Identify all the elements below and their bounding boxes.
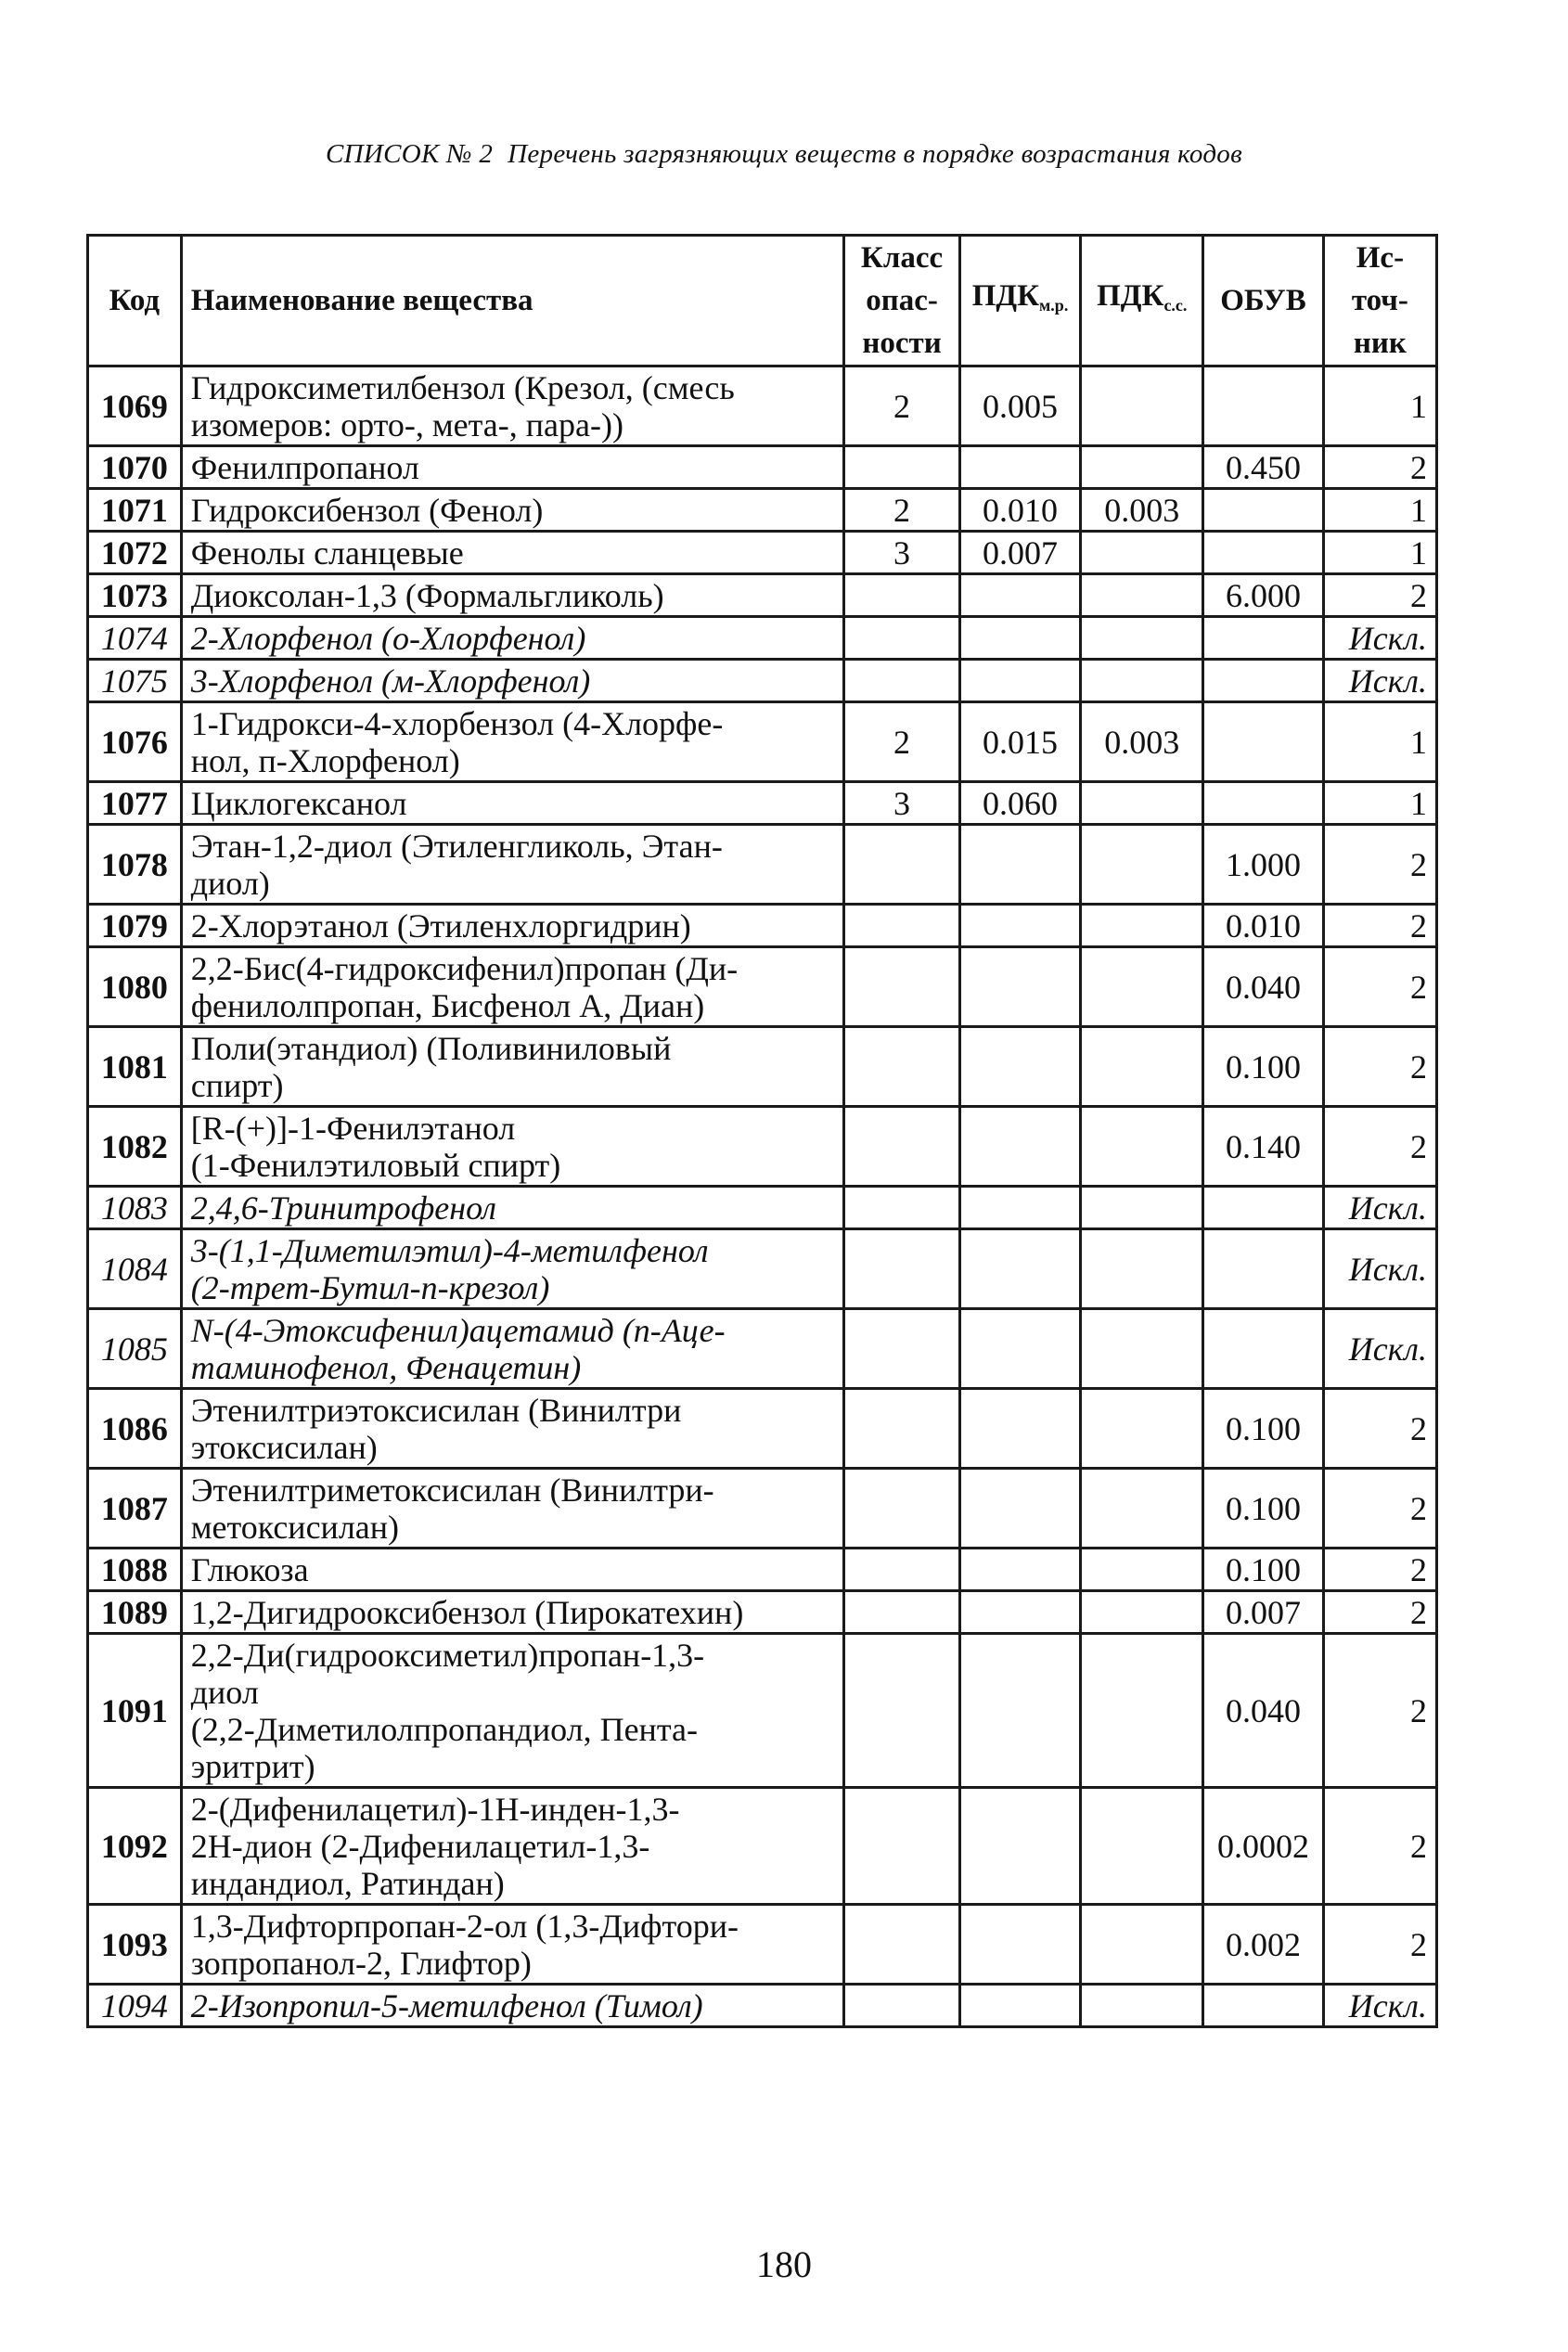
cell-code: 1094 [88,1985,182,2027]
cell-hazard-class [844,1788,959,1905]
cell-pdk-ss [1081,1469,1203,1549]
cell-source: 2 [1323,947,1436,1027]
name-line: нол, п-Хлорфенол) [190,741,460,779]
table-row [88,702,1437,782]
cell-hazard-class [844,1107,959,1187]
cell-name [181,1027,844,1107]
cell-pdk-mr: 0.060 [959,782,1081,825]
cell-name [181,660,844,702]
name-line: Глюкоза [190,1550,309,1588]
cell-pdk-ss [1081,825,1203,905]
cell-code: 1079 [88,905,182,947]
cell-code: 1088 [88,1549,182,1591]
name-line: диол [190,1673,259,1711]
column-header-pdk-mr [959,236,1081,366]
cell-name [181,1985,844,2027]
name-line: 2-Хлорфенол (о-Хлорфенол) [190,619,586,657]
cell-pdk-mr [959,825,1081,905]
cell-name [181,1229,844,1309]
table-row [88,1229,1437,1309]
cell-code: 1072 [88,532,182,574]
cell-pdk-mr [959,1591,1081,1634]
table-row [88,1634,1437,1788]
cell-hazard-class [844,1027,959,1107]
cell-code: 1074 [88,617,182,660]
cell-hazard-class: 3 [844,782,959,825]
table-row [88,905,1437,947]
cell-pdk-ss [1081,366,1203,446]
hazard-class-line-1: Класс [860,241,944,275]
cell-hazard-class [844,1309,959,1389]
cell-obuv: 0.040 [1203,1634,1324,1788]
cell-name [181,1107,844,1187]
cell-hazard-class [844,1591,959,1634]
cell-obuv [1203,617,1324,660]
cell-obuv: 0.100 [1203,1027,1324,1107]
cell-source: Искл. [1323,617,1436,660]
cell-hazard-class: 2 [844,489,959,532]
cell-source: 2 [1323,1027,1436,1107]
column-header-code: Код [88,236,182,366]
cell-pdk-ss [1081,1229,1203,1309]
name-line: фенилолпропан, Бисфенол А, Диан) [190,986,705,1024]
table-row [88,1549,1437,1591]
cell-pdk-ss [1081,947,1203,1027]
cell-code: 1089 [88,1591,182,1634]
name-line: 2,2-Бис(4-гидроксифенил)пропан (Ди- [190,949,739,987]
cell-name [181,702,844,782]
cell-obuv [1203,782,1324,825]
cell-pdk-mr [959,905,1081,947]
cell-hazard-class [844,660,959,702]
cell-name [181,489,844,532]
cell-source: 2 [1323,1634,1436,1788]
table-row [88,1187,1437,1229]
table-row [88,1389,1437,1469]
cell-code: 1071 [88,489,182,532]
cell-source: 2 [1323,1905,1436,1985]
cell-hazard-class [844,1229,959,1309]
cell-hazard-class [844,947,959,1027]
cell-source: 1 [1323,702,1436,782]
cell-pdk-ss [1081,1389,1203,1469]
cell-pdk-ss: 0.003 [1081,489,1203,532]
name-line: Поли(этандиол) (Поливиниловый [190,1029,672,1067]
table-row [88,1591,1437,1634]
name-line: таминофенол, Фенацетин) [190,1348,582,1386]
cell-hazard-class [844,446,959,489]
cell-source: Искл. [1323,1187,1436,1229]
cell-obuv: 1.000 [1203,825,1324,905]
name-line: Циклогексанол [190,784,407,822]
cell-code: 1087 [88,1469,182,1549]
cell-pdk-mr [959,1985,1081,2027]
cell-hazard-class [844,1985,959,2027]
name-line: 3-(1,1-Диметилэтил)-4-метилфенол [190,1231,709,1269]
cell-pdk-ss [1081,1107,1203,1187]
cell-pdk-ss [1081,660,1203,702]
column-header-source [1323,236,1436,366]
cell-obuv [1203,489,1324,532]
name-line: этоксисилан) [190,1428,378,1466]
cell-pdk-ss [1081,1788,1203,1905]
cell-pdk-mr [959,1389,1081,1469]
table-row [88,1905,1437,1985]
cell-code: 1080 [88,947,182,1027]
cell-source: Искл. [1323,660,1436,702]
cell-hazard-class: 2 [844,702,959,782]
cell-source: 2 [1323,1469,1436,1549]
pdk-mr-label: ПДК [971,279,1040,313]
cell-pdk-mr [959,947,1081,1027]
table-row [88,1309,1437,1389]
cell-pdk-mr [959,1027,1081,1107]
cell-obuv [1203,1985,1324,2027]
cell-pdk-ss [1081,574,1203,617]
cell-hazard-class [844,1187,959,1229]
cell-pdk-ss [1081,1591,1203,1634]
cell-obuv [1203,1187,1324,1229]
name-line: [R-(+)]-1-Фенилэтанол [190,1109,516,1147]
table-row [88,532,1437,574]
cell-obuv: 6.000 [1203,574,1324,617]
table-row [88,617,1437,660]
name-line: 1,2-Дигидрооксибензол (Пирокатехин) [190,1593,744,1631]
cell-name [181,1309,844,1389]
cell-code: 1086 [88,1389,182,1469]
cell-obuv [1203,1229,1324,1309]
cell-source: 2 [1323,1591,1436,1634]
table-row [88,446,1437,489]
cell-name [181,905,844,947]
cell-obuv [1203,532,1324,574]
source-line-3: ник [1353,327,1407,360]
cell-obuv: 0.450 [1203,446,1324,489]
cell-name [181,825,844,905]
cell-code: 1075 [88,660,182,702]
cell-hazard-class [844,1389,959,1469]
cell-hazard-class [844,905,959,947]
name-line: зопропанол-2, Глифтор) [190,1944,532,1982]
name-line: (1-Фенилэтиловый спирт) [190,1146,561,1184]
cell-pdk-mr [959,1187,1081,1229]
name-line: Диоксолан-1,3 (Формальгликоль) [190,576,664,614]
cell-name [181,1591,844,1634]
table-row [88,1985,1437,2027]
cell-source: 2 [1323,1107,1436,1187]
column-header-name: Наименование вещества [181,236,844,366]
name-line: метоксисилан) [190,1508,400,1546]
cell-name [181,1389,844,1469]
cell-code: 1092 [88,1788,182,1905]
cell-pdk-ss [1081,1634,1203,1788]
table-row [88,366,1437,446]
cell-pdk-ss [1081,1549,1203,1591]
cell-source: 1 [1323,532,1436,574]
name-line: Этенилтриэтоксисилан (Винилтри [190,1391,682,1429]
table-body [88,366,1437,2027]
cell-name [181,1469,844,1549]
column-header-obuv: ОБУВ [1203,236,1324,366]
pdk-ss-label: ПДК [1097,279,1164,313]
cell-code: 1081 [88,1027,182,1107]
source-line-2: точ- [1351,284,1408,317]
hazard-class-line-3: ности [862,327,942,360]
name-line: Этенилтриметоксисилан (Винилтри- [190,1471,714,1509]
cell-code: 1091 [88,1634,182,1788]
cell-obuv: 0.0002 [1203,1788,1324,1905]
cell-obuv [1203,366,1324,446]
list-label: СПИСОК № 2 [326,139,494,169]
cell-pdk-mr [959,1549,1081,1591]
cell-source: 2 [1323,825,1436,905]
cell-source: 2 [1323,1389,1436,1469]
cell-obuv: 0.010 [1203,905,1324,947]
table-row [88,574,1437,617]
cell-pdk-mr [959,1107,1081,1187]
table-row [88,782,1437,825]
cell-name [181,574,844,617]
cell-source: Искл. [1323,1985,1436,2027]
cell-hazard-class [844,617,959,660]
cell-pdk-mr [959,446,1081,489]
table-row [88,1469,1437,1549]
cell-name [181,782,844,825]
name-line: Гидроксиметилбензол (Крезол, (смесь [190,368,735,406]
name-line: Фенилпропанол [190,448,419,486]
cell-source: 1 [1323,489,1436,532]
name-line: 1,3-Дифторпропан-2-ол (1,3-Дифтори- [190,1907,739,1945]
cell-pdk-ss [1081,905,1203,947]
cell-obuv: 0.100 [1203,1389,1324,1469]
table-row [88,1788,1437,1905]
cell-source: 2 [1323,1549,1436,1591]
name-line: Гидроксибензол (Фенол) [190,491,544,529]
cell-pdk-ss [1081,1027,1203,1107]
name-line: 2,2-Ди(гидрооксиметил)пропан-1,3- [190,1636,705,1674]
cell-hazard-class [844,574,959,617]
cell-source: Искл. [1323,1229,1436,1309]
cell-hazard-class [844,1549,959,1591]
cell-hazard-class [844,1469,959,1549]
name-line: (2-трет-Бутил-п-крезол) [190,1268,550,1306]
cell-obuv: 0.007 [1203,1591,1324,1634]
cell-code: 1077 [88,782,182,825]
name-line: изомеров: орто-, мета-, пара-)) [190,405,623,443]
cell-obuv [1203,1309,1324,1389]
cell-hazard-class: 3 [844,532,959,574]
name-line: 2Н-дион (2-Дифенилацетил-1,3- [190,1827,650,1865]
cell-code: 1085 [88,1309,182,1389]
cell-pdk-mr [959,1469,1081,1549]
cell-code: 1073 [88,574,182,617]
cell-source: 1 [1323,366,1436,446]
cell-code: 1070 [88,446,182,489]
pdk-ss-subscript: с.с. [1163,296,1188,315]
name-line: диол) [190,864,270,902]
cell-code: 1083 [88,1187,182,1229]
cell-name [181,617,844,660]
cell-obuv: 0.100 [1203,1549,1324,1591]
cell-code: 1078 [88,825,182,905]
cell-name [181,1549,844,1591]
cell-name [181,532,844,574]
cell-pdk-mr [959,1788,1081,1905]
cell-obuv [1203,660,1324,702]
page-number: 180 [756,2243,812,2285]
cell-pdk-ss [1081,1187,1203,1229]
cell-pdk-mr: 0.015 [959,702,1081,782]
cell-source: 2 [1323,446,1436,489]
cell-hazard-class [844,1905,959,1985]
cell-pdk-mr [959,617,1081,660]
cell-name [181,446,844,489]
column-header-pdk-ss [1081,236,1203,366]
source-line-1: Ис- [1356,241,1405,275]
cell-pdk-ss [1081,617,1203,660]
cell-source: 2 [1323,574,1436,617]
cell-name [181,947,844,1027]
cell-source: Искл. [1323,1309,1436,1389]
cell-pdk-mr: 0.007 [959,532,1081,574]
cell-code: 1069 [88,366,182,446]
name-line: 2-(Дифенилацетил)-1Н-инден-1,3- [190,1790,680,1828]
name-line: 3-Хлорфенол (м-Хлорфенол) [190,662,591,700]
cell-pdk-mr [959,574,1081,617]
cell-pdk-ss [1081,532,1203,574]
list-title: Перечень загрязняющих веществ в порядке возрастания кодов [508,139,1242,169]
cell-pdk-mr: 0.010 [959,489,1081,532]
cell-obuv: 0.100 [1203,1469,1324,1549]
cell-name [181,366,844,446]
table-row [88,660,1437,702]
column-header-hazard-class [844,236,959,366]
table-header-row [88,236,1437,366]
cell-hazard-class: 2 [844,366,959,446]
cell-obuv: 0.140 [1203,1107,1324,1187]
cell-pdk-mr [959,1905,1081,1985]
cell-pdk-mr [959,1634,1081,1788]
name-line: Этан-1,2-диол (Этиленгликоль, Этан- [190,827,723,865]
name-line: спирт) [190,1066,284,1104]
cell-pdk-mr [959,660,1081,702]
cell-source: 1 [1323,782,1436,825]
name-line: 1-Гидрокси-4-хлорбензол (4-Хлорфе- [190,704,724,742]
cell-obuv: 0.040 [1203,947,1324,1027]
cell-code: 1084 [88,1229,182,1309]
cell-name [181,1788,844,1905]
cell-code: 1076 [88,702,182,782]
cell-obuv: 0.002 [1203,1905,1324,1985]
cell-pdk-ss [1081,1985,1203,2027]
table-row [88,1107,1437,1187]
cell-pdk-ss [1081,446,1203,489]
name-line: эритрит) [190,1747,315,1785]
cell-pdk-ss: 0.003 [1081,702,1203,782]
cell-hazard-class [844,1634,959,1788]
cell-hazard-class [844,825,959,905]
name-line: 2-Хлорэтанол (Этиленхлоргидрин) [190,906,691,945]
cell-pdk-ss [1081,1905,1203,1985]
name-line: (2,2-Диметилолпропандиол, Пента- [190,1710,698,1748]
table-row [88,947,1437,1027]
name-line: Фенолы сланцевые [190,533,464,572]
hazard-class-line-2: опас- [866,284,938,317]
page-header [0,139,1568,170]
cell-source: 2 [1323,905,1436,947]
cell-obuv [1203,702,1324,782]
cell-pdk-ss [1081,782,1203,825]
cell-name [181,1187,844,1229]
table-row [88,489,1437,532]
cell-name [181,1634,844,1788]
cell-name [181,1905,844,1985]
cell-pdk-mr: 0.005 [959,366,1081,446]
pdk-mr-subscript: м.р. [1039,296,1069,315]
cell-pdk-mr [959,1229,1081,1309]
substances-table [86,234,1438,2028]
name-line: 2,4,6-Тринитрофенол [190,1189,496,1227]
cell-code: 1082 [88,1107,182,1187]
name-line: индандиол, Ратиндан) [190,1864,505,1902]
cell-code: 1093 [88,1905,182,1985]
cell-pdk-ss [1081,1309,1203,1389]
cell-pdk-mr [959,1309,1081,1389]
table-row [88,825,1437,905]
name-line: N-(4-Этоксифенил)ацетамид (п-Аце- [190,1311,726,1349]
name-line: 2-Изопропил-5-метилфенол (Тимол) [190,1986,703,2024]
table-row [88,1027,1437,1107]
cell-source: 2 [1323,1788,1436,1905]
